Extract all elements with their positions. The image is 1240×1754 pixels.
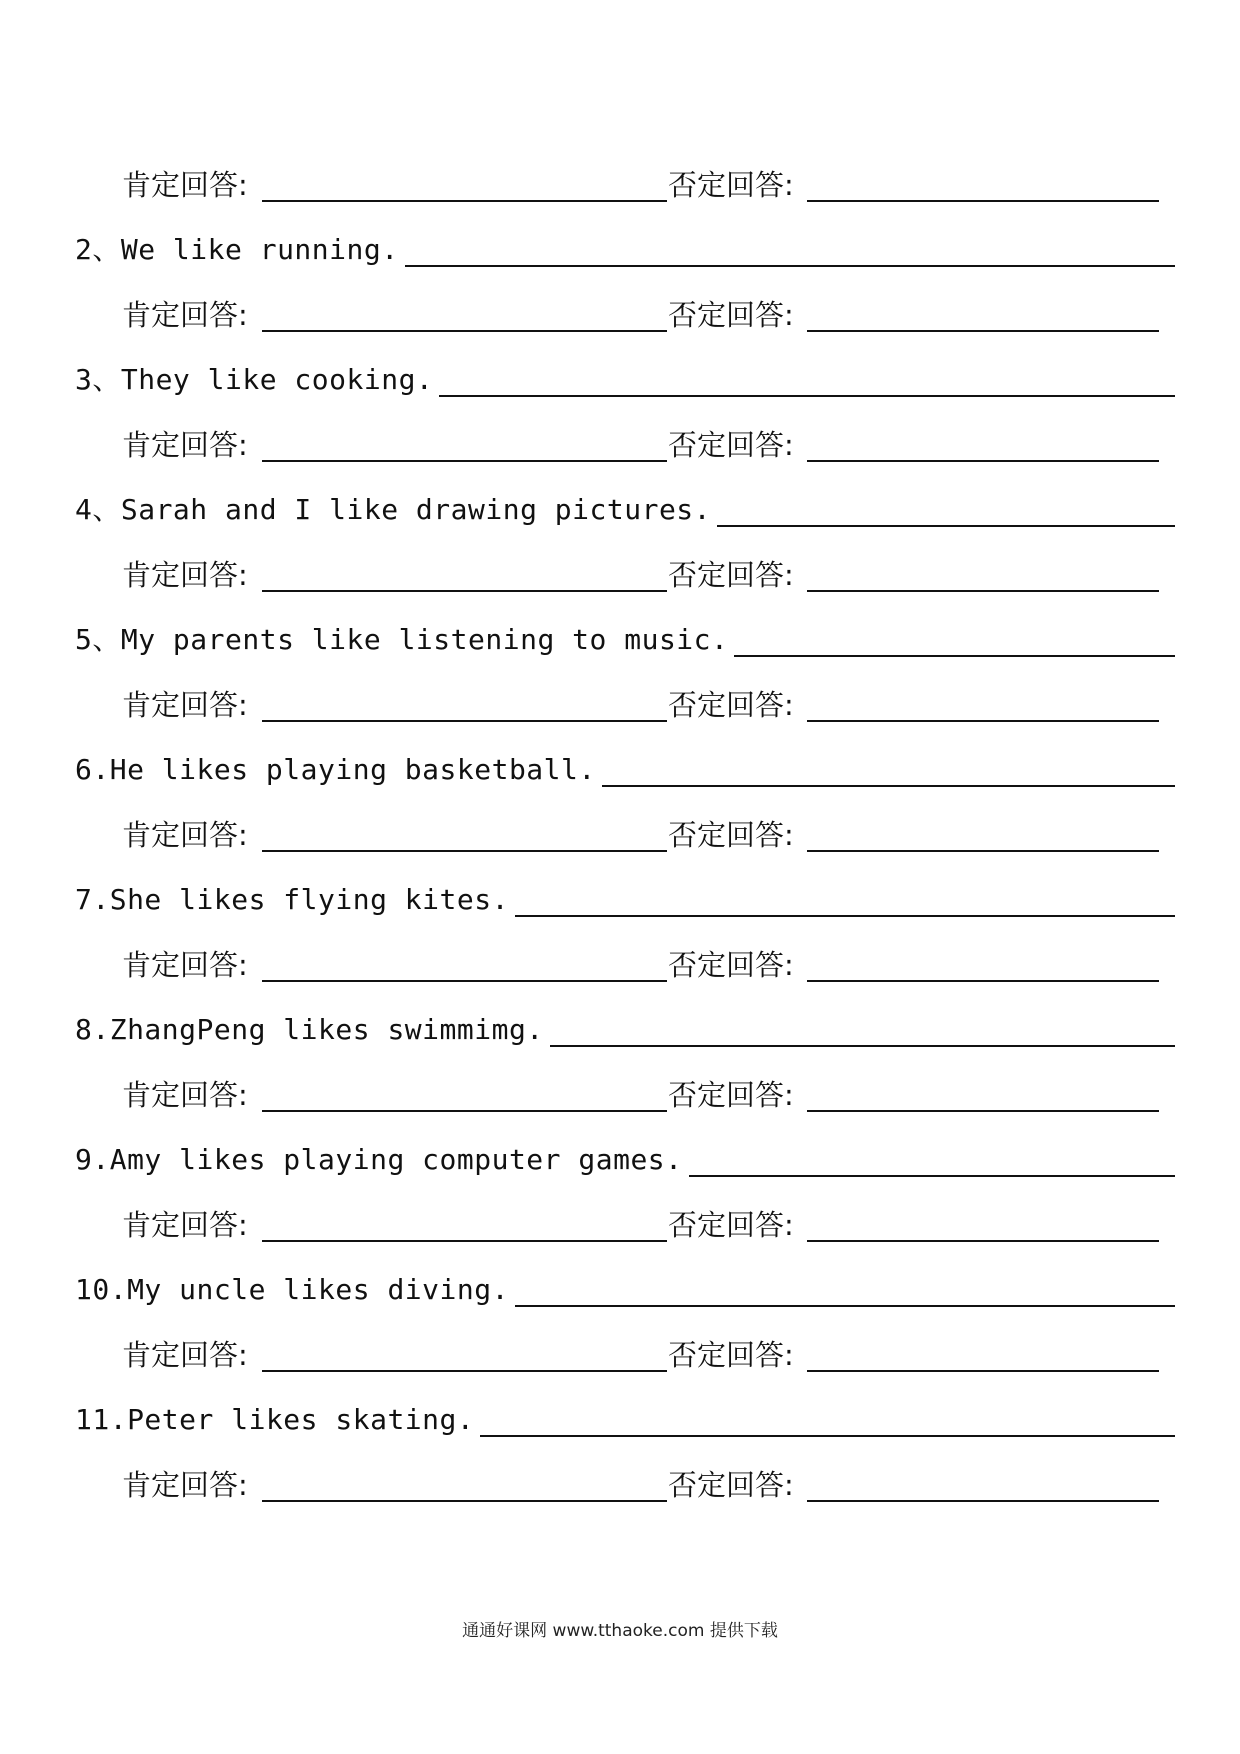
- question-number: 7.: [75, 883, 110, 916]
- question-sentence: Peter likes skating.: [127, 1403, 475, 1436]
- question-number: 2、: [75, 233, 121, 266]
- negative-answer-blank[interactable]: [807, 1370, 1159, 1372]
- positive-answer-blank[interactable]: [262, 720, 667, 722]
- answer-row: [0, 158, 1240, 202]
- question-number: 4、: [75, 493, 121, 526]
- positive-answer-label: 肯定回答:: [122, 1078, 248, 1112]
- footer-credit: 通通好课网 www.tthaoke.com 提供下载: [462, 1621, 778, 1641]
- negative-answer-blank[interactable]: [807, 1110, 1159, 1112]
- negative-answer-label: 否定回答:: [668, 558, 794, 592]
- positive-answer-label: 肯定回答:: [122, 688, 248, 722]
- negative-answer-label: 否定回答:: [668, 428, 794, 462]
- question-text: [75, 1013, 550, 1047]
- positive-answer-label: 肯定回答:: [122, 558, 248, 592]
- question-row: [0, 1133, 1240, 1177]
- negative-answer-label: 否定回答:: [668, 168, 794, 202]
- answer-row: [0, 938, 1240, 982]
- question-sentence: He likes playing basketball.: [109, 753, 596, 786]
- question-number: 6.: [75, 753, 110, 786]
- question-text: [75, 1143, 689, 1177]
- positive-answer-label: 肯定回答:: [122, 298, 248, 332]
- negative-answer-blank[interactable]: [807, 590, 1159, 592]
- positive-answer-label: 肯定回答:: [122, 428, 248, 462]
- question-sentence: Amy likes playing computer games.: [109, 1143, 683, 1176]
- answer-row: [0, 1458, 1240, 1502]
- question-row: [0, 1003, 1240, 1047]
- question-text: [75, 493, 717, 527]
- negative-answer-blank[interactable]: [807, 850, 1159, 852]
- question-sentence: Sarah and I like drawing pictures.: [120, 493, 712, 526]
- question-row: [0, 1263, 1240, 1307]
- question-sentence: My parents like listening to music.: [120, 623, 729, 656]
- question-text: [75, 1403, 480, 1437]
- positive-answer-blank[interactable]: [262, 590, 667, 592]
- question-row: [0, 1393, 1240, 1437]
- negative-answer-blank[interactable]: [807, 720, 1159, 722]
- answer-row: [0, 1198, 1240, 1242]
- negative-answer-blank[interactable]: [807, 330, 1159, 332]
- answer-row: [0, 678, 1240, 722]
- question-text: [75, 623, 734, 657]
- negative-answer-label: 否定回答:: [668, 948, 794, 982]
- answer-row: [0, 418, 1240, 462]
- positive-answer-label: 肯定回答:: [122, 1468, 248, 1502]
- positive-answer-label: 肯定回答:: [122, 1338, 248, 1372]
- question-row: [0, 873, 1240, 917]
- question-row: [0, 483, 1240, 527]
- negative-answer-blank[interactable]: [807, 1500, 1159, 1502]
- positive-answer-blank[interactable]: [262, 850, 667, 852]
- negative-answer-label: 否定回答:: [668, 298, 794, 332]
- question-row: [0, 743, 1240, 787]
- question-sentence: She likes flying kites.: [109, 883, 509, 916]
- question-sentence: They like cooking.: [120, 363, 434, 396]
- negative-answer-label: 否定回答:: [668, 818, 794, 852]
- question-text: [75, 233, 405, 267]
- answer-row: [0, 288, 1240, 332]
- question-text: [75, 1273, 515, 1307]
- negative-answer-label: 否定回答:: [668, 1078, 794, 1112]
- positive-answer-label: 肯定回答:: [122, 948, 248, 982]
- positive-answer-blank[interactable]: [262, 1240, 667, 1242]
- question-text: [75, 883, 515, 917]
- negative-answer-label: 否定回答:: [668, 1468, 794, 1502]
- negative-answer-label: 否定回答:: [668, 1338, 794, 1372]
- question-number: 5、: [75, 623, 121, 656]
- question-number: 11.: [75, 1403, 128, 1436]
- negative-answer-blank[interactable]: [807, 460, 1159, 462]
- positive-answer-label: 肯定回答:: [122, 168, 248, 202]
- negative-answer-label: 否定回答:: [668, 688, 794, 722]
- positive-answer-blank[interactable]: [262, 1500, 667, 1502]
- positive-answer-label: 肯定回答:: [122, 1208, 248, 1242]
- positive-answer-blank[interactable]: [262, 1110, 667, 1112]
- negative-answer-blank[interactable]: [807, 200, 1159, 202]
- answer-row: [0, 548, 1240, 592]
- question-text: [75, 753, 602, 787]
- question-sentence: ZhangPeng likes swimmimg.: [109, 1013, 544, 1046]
- question-sentence: My uncle likes diving.: [127, 1273, 509, 1306]
- question-number: 8.: [75, 1013, 110, 1046]
- negative-answer-blank[interactable]: [807, 1240, 1159, 1242]
- answer-row: [0, 808, 1240, 852]
- negative-answer-label: 否定回答:: [668, 1208, 794, 1242]
- question-number: 9.: [75, 1143, 110, 1176]
- question-sentence: We like running.: [120, 233, 399, 266]
- positive-answer-blank[interactable]: [262, 460, 667, 462]
- question-number: 10.: [75, 1273, 128, 1306]
- negative-answer-blank[interactable]: [807, 980, 1159, 982]
- question-row: [0, 353, 1240, 397]
- question-text: [75, 363, 439, 397]
- question-row: [0, 613, 1240, 657]
- answer-row: [0, 1328, 1240, 1372]
- question-number: 3、: [75, 363, 121, 396]
- positive-answer-blank[interactable]: [262, 330, 667, 332]
- positive-answer-blank[interactable]: [262, 200, 667, 202]
- positive-answer-blank[interactable]: [262, 980, 667, 982]
- answer-row: [0, 1068, 1240, 1112]
- positive-answer-label: 肯定回答:: [122, 818, 248, 852]
- question-row: [0, 223, 1240, 267]
- positive-answer-blank[interactable]: [262, 1370, 667, 1372]
